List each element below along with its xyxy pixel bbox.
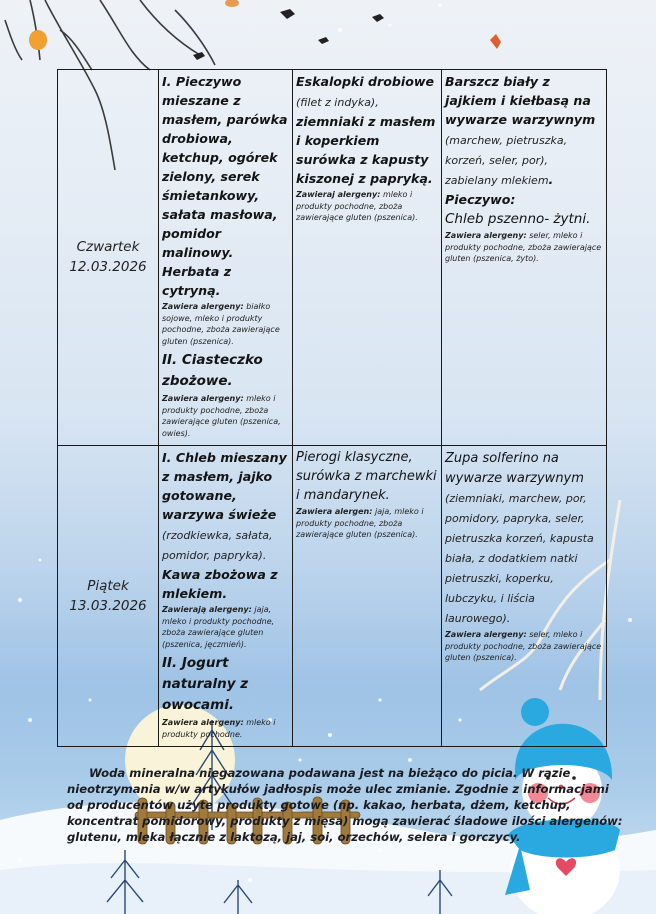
allergen-text: białko sojowe, mleko i produkty pochodne, zboża zawierające gluten (pszenica). — [162, 302, 280, 346]
allergen-label: Zawiera alergeny: — [162, 718, 244, 727]
dish-end: . — [222, 586, 228, 601]
dish-rest: ziemniaki z masłem i koperkiem surówka z kapusty kiszonej z papryką. — [296, 114, 436, 186]
allergen-info — [162, 393, 289, 439]
day-name: Czwartek — [76, 239, 140, 255]
allergen-text: mleko i produkty pochodne, zboża zawierające gluten (pszenica, owies). — [162, 394, 281, 438]
menu-table — [57, 69, 607, 747]
dinner-dish — [445, 72, 603, 190]
dish-detail: (marchew, pietruszka, korzeń, seler, por), zabielany mlekiem — [445, 134, 568, 187]
allergen-info — [445, 230, 603, 265]
allergen-text: mleko i produkty pochodne, zboża zawierające gluten (pszenica). — [296, 190, 418, 222]
allergen-label: Zawiera alergen: — [296, 507, 373, 516]
allergen-info — [162, 604, 289, 650]
dinner-cell — [442, 446, 607, 747]
allergen-text: jaja, mleko i produkty pochodne, zboża zawierające gluten (pszenica). — [296, 507, 424, 539]
dish-detail: (ziemniaki, marchew, por, pomidory, papryka, seler, pietruszka korzeń, kapusta biała, z dodatkiem natki pietruszki, koperku, lubczyku, i liścia laurowego). — [445, 492, 594, 625]
dinner-cell — [442, 70, 607, 446]
allergen-label: Zawiera alergeny: — [162, 394, 244, 403]
day-cell — [58, 446, 159, 747]
dish-detail: (filet z indyka), — [296, 96, 379, 109]
breakfast-cell — [159, 446, 293, 747]
allergen-label: Zawieraj alergeny: — [296, 190, 381, 199]
dish-name: Zupa solferino na wywarze warzywnym — [445, 451, 584, 486]
lunch-dish — [296, 72, 438, 188]
dish-end: . — [548, 172, 554, 187]
bread-item: Chleb pszenno- żytni. — [445, 211, 591, 227]
allergen-text: seler, mleko i produkty pochodne, zboża zawierające gluten (pszenica, żyto). — [445, 231, 602, 263]
allergen-text: seler, mleko i produkty pochodne, zboża zawierające gluten (pszenica). — [445, 630, 602, 662]
allergen-info — [162, 717, 289, 740]
day-date: 12.03.2026 — [69, 259, 147, 275]
dish-detail: (rzodkiewka, sałata, pomidor, papryka). — [162, 529, 273, 562]
day-cell — [58, 70, 159, 446]
menu-row — [58, 70, 607, 446]
allergen-info — [162, 301, 289, 347]
dish-rest: Kawa zbożowa z mlekiem — [162, 567, 278, 601]
lunch-cell — [293, 70, 442, 446]
lunch-cell — [293, 446, 442, 747]
dish-name: I. Chleb mieszany z masłem, jajko gotowane, warzywa świeże — [162, 450, 287, 522]
allergen-text: mleko i produkty pochodne. — [162, 718, 276, 739]
allergen-info — [445, 629, 603, 664]
dinner-dish — [445, 448, 603, 628]
bread-label: Pieczywo: — [445, 192, 516, 207]
footer-note: Woda mineralna niegazowana podawana jest na bieżąco do picia. W razie nieotrzymania w/w artykułów jadłospis może ulec zmianie. Zgodnie z informacjami od producentów użyte produkty gotowe (np. kakao, herbata, dżem, ketchup, koncentrat pomidorowy, produkty z mięsa) mogą zawierać śladowe ilości alergenów: glutenu, mleka łącznie z laktozą, jaj, soi, orzechów, selera i gorczycy. — [67, 766, 623, 844]
allergen-label: Zawiera alergeny: — [162, 302, 244, 311]
breakfast-part1: I. Pieczywo mieszane z masłem, parówka drobiowa, ketchup, ogórek zielony, serek śmietankowy, sałata masłowa, pomidor malinowy. Herbata z cytryną. — [162, 74, 288, 298]
breakfast-part1 — [162, 448, 289, 603]
breakfast-cell — [159, 70, 293, 446]
breakfast-part2: II. Ciasteczko zbożowe. — [162, 352, 263, 389]
lunch-dish: Pierogi klasyczne, surówka z marchewki i mandarynek. — [296, 450, 437, 503]
day-date: 13.03.2026 — [69, 597, 147, 614]
allergen-info — [296, 189, 438, 224]
dish-name: Eskalopki drobiowe — [296, 74, 435, 89]
allergen-label: Zawierają alergeny: — [162, 605, 252, 614]
breakfast-part2: II. Jogurt naturalny z owocami. — [162, 655, 249, 713]
allergen-label: Zawiera alergeny: — [445, 630, 527, 639]
allergen-info — [296, 506, 438, 541]
allergen-text: jaja, mleko i produkty pochodne, zboża zawierające gluten (pszenica, jęczmień). — [162, 605, 275, 649]
allergen-label: Zawiera alergeny: — [445, 231, 527, 240]
day-name: Piątek — [87, 577, 129, 594]
menu-row — [58, 446, 607, 747]
dish-name: Barszcz biały z jajkiem i kiełbasą na wywarze warzywnym — [445, 74, 596, 127]
